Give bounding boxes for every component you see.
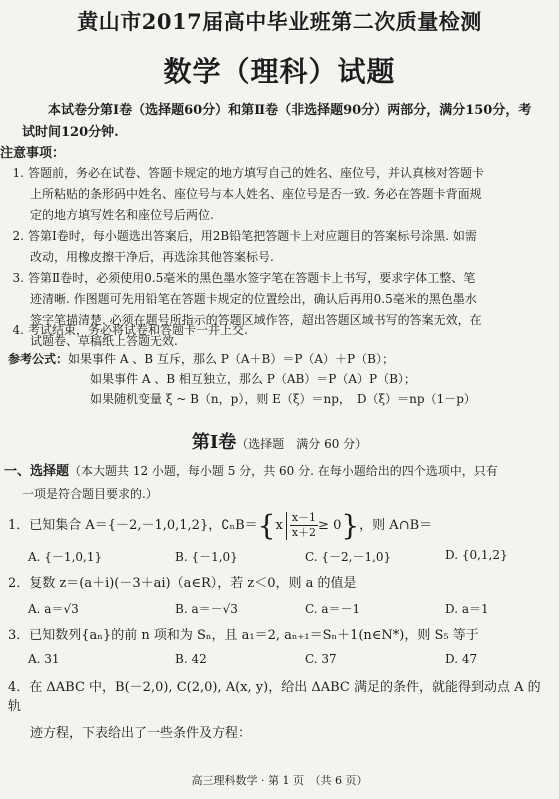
question-3: 3．已知数列{aₙ}的前 n 项和为 Sₙ，且 a₁＝2, aₙ₊₁＝Sₙ＋1(n∈N*)，则 S₅ 等于 bbox=[8, 628, 479, 643]
question-1: 1．已知集合 A＝{－2,－1,0,1,2}，∁ₙB＝{x $\frac{x-1}{x+2}$ ≥ 0}，则 A∩B＝ bbox=[8, 509, 433, 542]
notes-heading: 注意事项： bbox=[0, 146, 66, 161]
option-b: B. {－1,0} bbox=[175, 550, 238, 564]
page-footer: 高三理科数学 · 第 1 页 （共 6 页） bbox=[191, 774, 368, 787]
question-4: 4．在 ΔABC 中，B(－2,0), C(2,0), A(x, y)，给出 ΔABC 满足的条件，就能得到动点 A 的轨 迹方程，下表给出了一些条件及方程： bbox=[8, 680, 541, 741]
option-c: C. 37 bbox=[305, 652, 337, 666]
note-item: 3. 答第Ⅱ卷时，必须使用0.5毫米的黑色墨水签字笔在答题卡上书写，要求字体工整、笔 迹清晰. 作图题可先用铅笔在答题卡规定的位置绘出，确认后再用0.5毫米的黑色墨水 签字笔描清楚. 必须在题号所指示的答题区域作答，超出答题区域书写的答案无效，在 试题卷、草稿纸上答题无效. bbox=[12, 271, 482, 348]
question-2: 2．复数 z＝(a＋i)(－3＋ai)（a∈R），若 z＜0，则 a 的值是 bbox=[8, 576, 357, 591]
option-c: C. a＝－1 bbox=[305, 602, 361, 616]
option-d: D. {0,1,2} bbox=[445, 548, 508, 562]
exam-intro: 本试卷分第Ⅰ卷（选择题60分）和第Ⅱ卷（非选择题90分）两部分，满分150分，考试时间120分钟. bbox=[22, 103, 532, 140]
note-item: 2. 答第Ⅰ卷时，每小题选出答案后，用2B铅笔把答题卡上对应题目的答案标号涂黑. 如需 改动，用橡皮擦干净后，再选涂其他答案标号. bbox=[12, 229, 477, 264]
exam-subtitle: 数学（理科）试题 bbox=[163, 55, 396, 88]
option-c: C. {－2,－1,0} bbox=[305, 550, 392, 564]
option-b: B. 42 bbox=[175, 652, 207, 666]
option-a: A. {－1,0,1} bbox=[28, 550, 103, 564]
option-b: B. a＝－√3 bbox=[175, 602, 238, 616]
note-item: 4. 考试结束，务必将试卷和答题卡一并上交. bbox=[12, 323, 248, 337]
part1-title: 第Ⅰ卷（选择题 满分 60 分） bbox=[191, 432, 368, 453]
option-a: A. 31 bbox=[28, 652, 60, 666]
reference-formulas: 参考公式：如果事件 A 、B 互斥，那么 P（A＋B）＝P（A）＋P（B）； 如果事件 A 、B 相互独立，那么 P（AB）＝P（A）P（B）； 如果随机变量 ξ ~ B（n，p），则 E（ξ）＝np， D（ξ）＝np（1－p） bbox=[8, 352, 476, 406]
reference-label: 参考公式： bbox=[8, 352, 69, 366]
option-d: D. a＝1 bbox=[445, 602, 489, 616]
option-a: A. a＝√3 bbox=[28, 602, 79, 616]
note-item: 1. 答题前，务必在试卷、答题卡规定的地方填写自己的姓名、座位号，并认真核对答题卡 上所粘贴的条形码中姓名、座位号与本人姓名、座位号是否一致. 务必在答题卡背面规 定的地方填写姓名和座位号后两位. bbox=[12, 166, 485, 222]
option-d: D. 47 bbox=[445, 652, 478, 666]
section1-header: 一、选择题（本大题共 12 小题，每小题 5 分，共 60 分. 在每小题给出的四个选项中，只有 一项是符合题目要求的.） bbox=[4, 464, 498, 501]
exam-title: 黄山市2017届高中毕业班第二次质量检测 bbox=[77, 9, 482, 34]
